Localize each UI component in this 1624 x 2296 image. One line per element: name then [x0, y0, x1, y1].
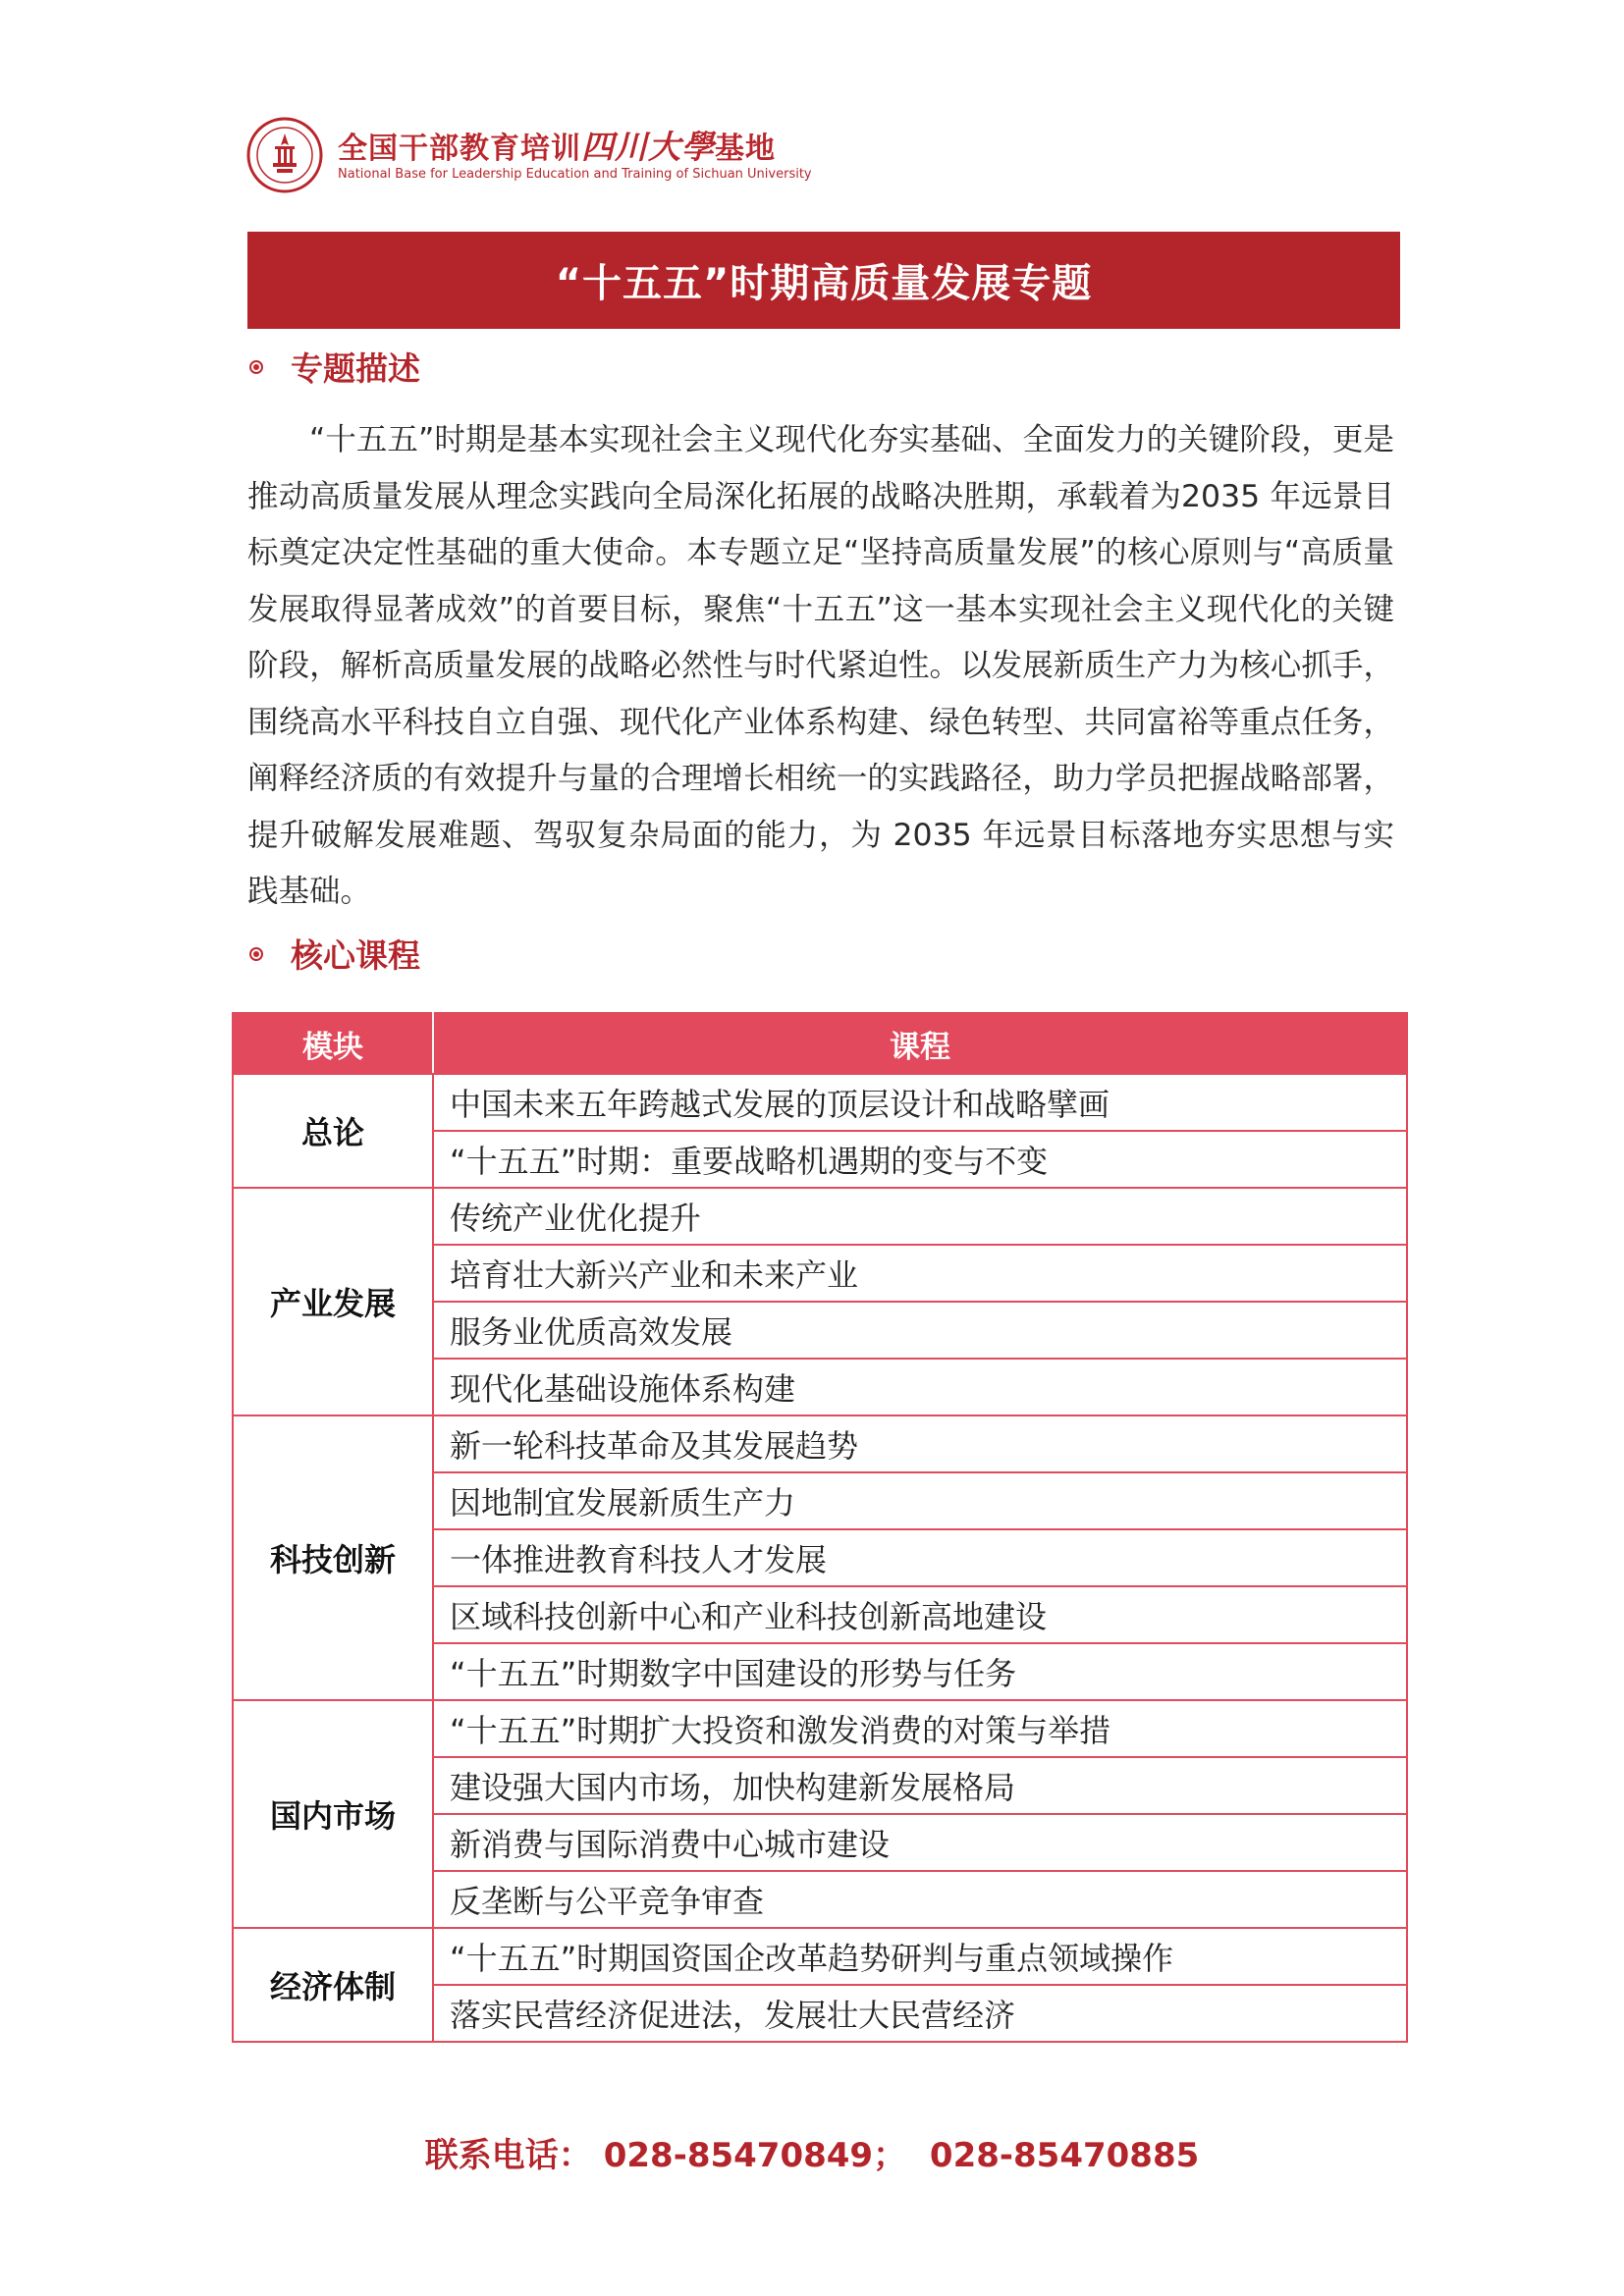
course-cell: 传统产业优化提升	[433, 1188, 1407, 1245]
topic-description: “十五五”时期是基本实现社会主义现代化夯实基础、全面发力的关键阶段，更是推动高质量发展从理念实践向全局深化拓展的战略决胜期，承载着为2035 年远景目标奠定决定性基础的重大使命。本专题立足“坚持高质量发展”的核心原则与“高质量发展取得显著成效”的首要目标，聚焦“十五五”这一基本实现社会主义现代化的关键阶段，解析高质量发展的战略必然性与时代紧迫性。以发展新质生产力为核心抓手，围绕高水平科技自立自强、现代化产业体系构建、绿色转型、共同富裕等重点任务，阐释经济质的有效提升与量的合理增长相统一的实践路径，助力学员把握战略部署，提升破解发展难题、驾驭复杂局面的能力，为 2035 年远景目标落地夯实思想与实践基础。	[247, 422, 1394, 909]
section-title: 专题描述	[291, 349, 420, 388]
module-cell: 经济体制	[233, 1928, 433, 2042]
course-cell: “十五五”时期数字中国建设的形势与任务	[433, 1643, 1407, 1700]
phone-number-2: 028-85470885	[929, 2136, 1200, 2175]
page-title: “十五五”时期高质量发展专题	[555, 261, 1093, 306]
bullet-circle-icon	[249, 947, 263, 961]
contact-label: 联系电话：	[424, 2136, 592, 2175]
title-banner	[247, 232, 1400, 329]
course-cell: 反垄断与公平竞争审查	[433, 1871, 1407, 1928]
header-module: 模块	[233, 1013, 433, 1074]
course-cell: “十五五”时期扩大投资和激发消费的对策与举措	[433, 1700, 1407, 1757]
table-row	[233, 1074, 1407, 1131]
table-row	[233, 1188, 1407, 1245]
section-heading-courses	[249, 931, 420, 977]
brand-name-en: National Base for Leadership Education and Training of Sichuan University	[338, 167, 812, 182]
phone-number-1: 028-85470849；	[603, 2136, 907, 2175]
sichuan-university-seal-icon	[245, 116, 324, 194]
module-cell: 总论	[233, 1074, 433, 1188]
course-cell: 建设强大国内市场，加快构建新发展格局	[433, 1757, 1407, 1814]
course-cell: 现代化基础设施体系构建	[433, 1359, 1407, 1415]
course-cell: 培育壮大新兴产业和未来产业	[433, 1245, 1407, 1302]
course-cell: “十五五”时期：重要战略机遇期的变与不变	[433, 1131, 1407, 1188]
table-row	[233, 1415, 1407, 1472]
section-heading-description	[249, 344, 420, 390]
brand-suffix: 基地	[715, 132, 776, 166]
course-cell: 因地制宜发展新质生产力	[433, 1472, 1407, 1529]
course-cell: “十五五”时期国资国企改革趋势研判与重点领域操作	[433, 1928, 1407, 1985]
course-cell: 一体推进教育科技人才发展	[433, 1529, 1407, 1586]
contact-phone	[0, 2128, 1624, 2176]
course-table	[232, 1012, 1408, 2043]
table-header-row	[233, 1013, 1407, 1074]
brand-prefix: 全国干部教育培训	[338, 132, 581, 166]
module-cell: 国内市场	[233, 1700, 433, 1928]
module-cell: 产业发展	[233, 1188, 433, 1415]
course-cell: 落实民营经济促进法，发展壮大民营经济	[433, 1985, 1407, 2042]
course-cell: 服务业优质高效发展	[433, 1302, 1407, 1359]
section-title: 核心课程	[291, 936, 420, 975]
brand-school: 四川大學	[581, 128, 715, 166]
course-cell: 新消费与国际消费中心城市建设	[433, 1814, 1407, 1871]
course-cell: 新一轮科技革命及其发展趋势	[433, 1415, 1407, 1472]
course-cell: 中国未来五年跨越式发展的顶层设计和战略擘画	[433, 1074, 1407, 1131]
module-cell: 科技创新	[233, 1415, 433, 1700]
brand-name-cn	[338, 122, 776, 168]
course-cell: 区域科技创新中心和产业科技创新高地建设	[433, 1586, 1407, 1643]
bullet-circle-icon	[249, 360, 263, 374]
table-row	[233, 1700, 1407, 1757]
table-row	[233, 1928, 1407, 1985]
header-course: 课程	[433, 1013, 1407, 1074]
